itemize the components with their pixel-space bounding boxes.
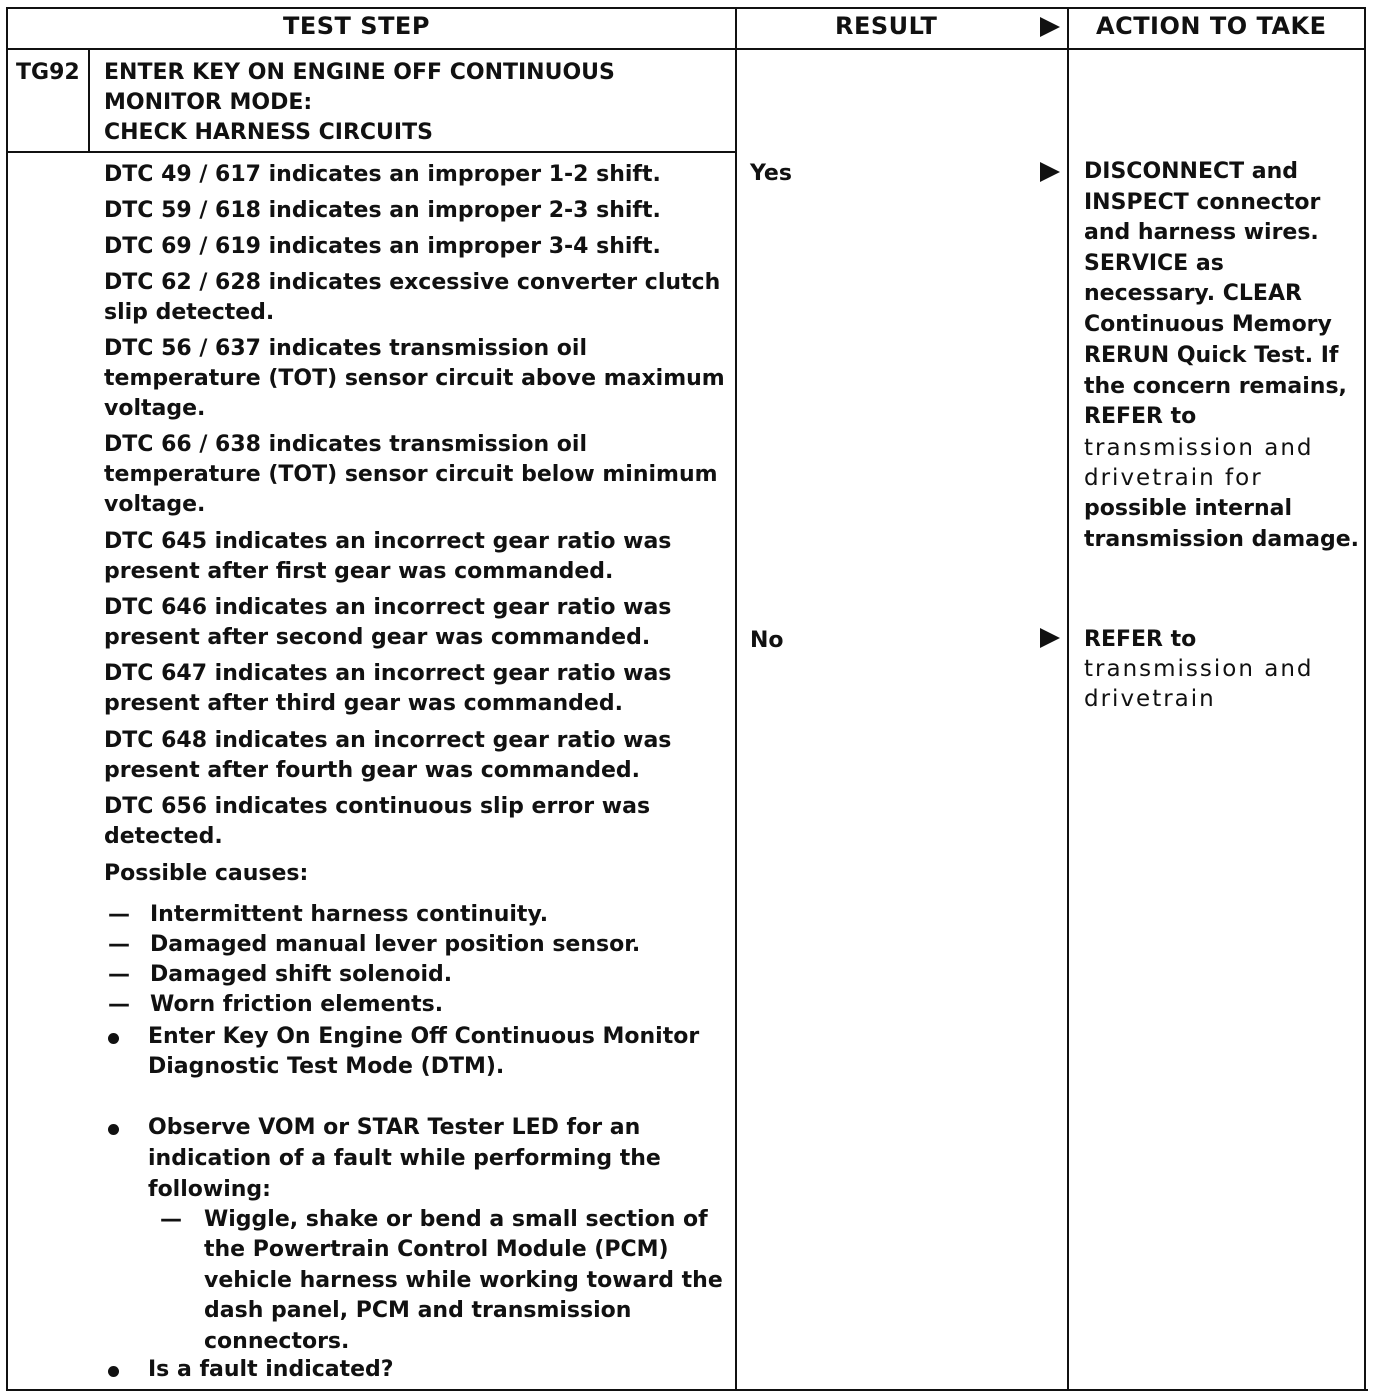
dtc-645-line: DTC 645 indicates an incorrect gear ratio was [104,529,672,554]
action-yes-line: DISCONNECT and [1084,159,1299,184]
bullet-icon [108,1366,119,1377]
header-arrow-icon [1040,17,1060,37]
step-title-line: MONITOR MODE: [104,90,313,115]
fault-question: Is a fault indicated? [148,1357,394,1382]
result-yes: Yes [750,161,792,186]
dtc-66-638-line: DTC 66 / 638 indicates transmission oil [104,432,587,457]
action-yes-line: and harness wires. [1084,220,1319,245]
cause-dash: — [108,962,130,987]
dtc-656-line: detected. [104,824,223,849]
possible-causes-label: Possible causes: [104,861,309,886]
wiggle-dash: — [160,1207,182,1232]
dtc-59-618-line: DTC 59 / 618 indicates an improper 2-3 shift. [104,198,661,223]
step-id-divider [88,49,90,153]
wiggle-line: the Powertrain Control Module (PCM) [204,1237,669,1262]
cause-item: Intermittent harness continuity. [150,902,549,927]
header-result: RESULT [835,12,938,40]
header-action-to-take: ACTION TO TAKE [1096,12,1327,40]
dtc-646-line: present after second gear was commanded. [104,625,651,650]
table-left-border [6,7,8,1391]
result-yes-arrow-icon [1040,162,1060,182]
bullet-enter-line: Enter Key On Engine Off Continuous Monitor [148,1024,700,1049]
result-no-arrow-icon [1040,628,1060,648]
table-right-border [1364,7,1366,1391]
action-yes-line: necessary. CLEAR [1084,281,1302,306]
step-title-bottom-border [6,151,737,153]
wiggle-line: dash panel, PCM and transmission [204,1298,632,1323]
cause-dash: — [108,932,130,957]
dtc-647-line: DTC 647 indicates an incorrect gear ratio was [104,661,672,686]
action-yes-line: transmission and [1084,435,1314,461]
dtc-656-line: DTC 656 indicates continuous slip error was [104,794,651,819]
dtc-62-628-line: DTC 62 / 628 indicates excessive converter clutch [104,270,721,295]
dtc-645-line: present after first gear was commanded. [104,559,614,584]
action-no-line: REFER to [1084,627,1197,652]
header-bottom-border [6,48,1364,50]
dtc-62-628-line: slip detected. [104,300,275,325]
header-test-step: TEST STEP [283,12,430,40]
bullet-enter-line: Diagnostic Test Mode (DTM). [148,1054,505,1079]
cause-dash: — [108,992,130,1017]
col-divider-result-action [1067,7,1069,1391]
dtc-69-619-line: DTC 69 / 619 indicates an improper 3-4 shift. [104,234,661,259]
dtc-66-638-line: voltage. [104,492,206,517]
cause-item: Damaged shift solenoid. [150,962,453,987]
action-yes-line: Continuous Memory [1084,312,1332,337]
table-top-border [6,7,1366,9]
wiggle-line: Wiggle, shake or bend a small section of [204,1207,708,1232]
bullet-observe-line: Observe VOM or STAR Tester LED for an [148,1115,641,1140]
action-yes-line: INSPECT connector [1084,190,1321,215]
action-no-line: drivetrain [1084,686,1216,712]
bullet-observe-line: indication of a fault while performing the [148,1146,661,1171]
dtc-66-638-line: temperature (TOT) sensor circuit below minimum [104,462,718,487]
dtc-647-line: present after third gear was commanded. [104,691,623,716]
action-yes-line: RERUN Quick Test. If [1084,343,1339,368]
dtc-49-617-line: DTC 49 / 617 indicates an improper 1-2 shift. [104,162,661,187]
action-yes-line: SERVICE as [1084,251,1224,276]
bullet-icon [108,1033,119,1044]
table-bottom-border [6,1389,1368,1391]
dtc-56-637-line: DTC 56 / 637 indicates transmission oil [104,336,587,361]
action-yes-line: possible internal [1084,496,1293,521]
dtc-646-line: DTC 646 indicates an incorrect gear ratio was [104,595,672,620]
dtc-648-line: DTC 648 indicates an incorrect gear ratio was [104,728,672,753]
action-yes-line: the concern remains, [1084,374,1347,399]
step-title-line: CHECK HARNESS CIRCUITS [104,120,433,145]
dtc-648-line: present after fourth gear was commanded. [104,758,641,783]
action-yes-line: REFER to [1084,404,1197,429]
step-title-line: ENTER KEY ON ENGINE OFF CONTINUOUS [104,60,615,85]
cause-dash: — [108,902,130,927]
action-yes-line: drivetrain for [1084,465,1263,491]
dtc-56-637-line: temperature (TOT) sensor circuit above maximum [104,366,725,391]
cause-item: Damaged manual lever position sensor. [150,932,641,957]
col-divider-step-result [735,7,737,1391]
result-no: No [750,628,784,653]
bullet-observe-line: following: [148,1177,271,1202]
step-id: TG92 [16,60,80,85]
action-no-line: transmission and [1084,656,1314,682]
dtc-56-637-line: voltage. [104,396,206,421]
bullet-icon [108,1124,119,1135]
action-yes-line: transmission damage. [1084,527,1359,552]
cause-item: Worn friction elements. [150,992,444,1017]
wiggle-line: connectors. [204,1329,350,1354]
wiggle-line: vehicle harness while working toward the [204,1268,723,1293]
